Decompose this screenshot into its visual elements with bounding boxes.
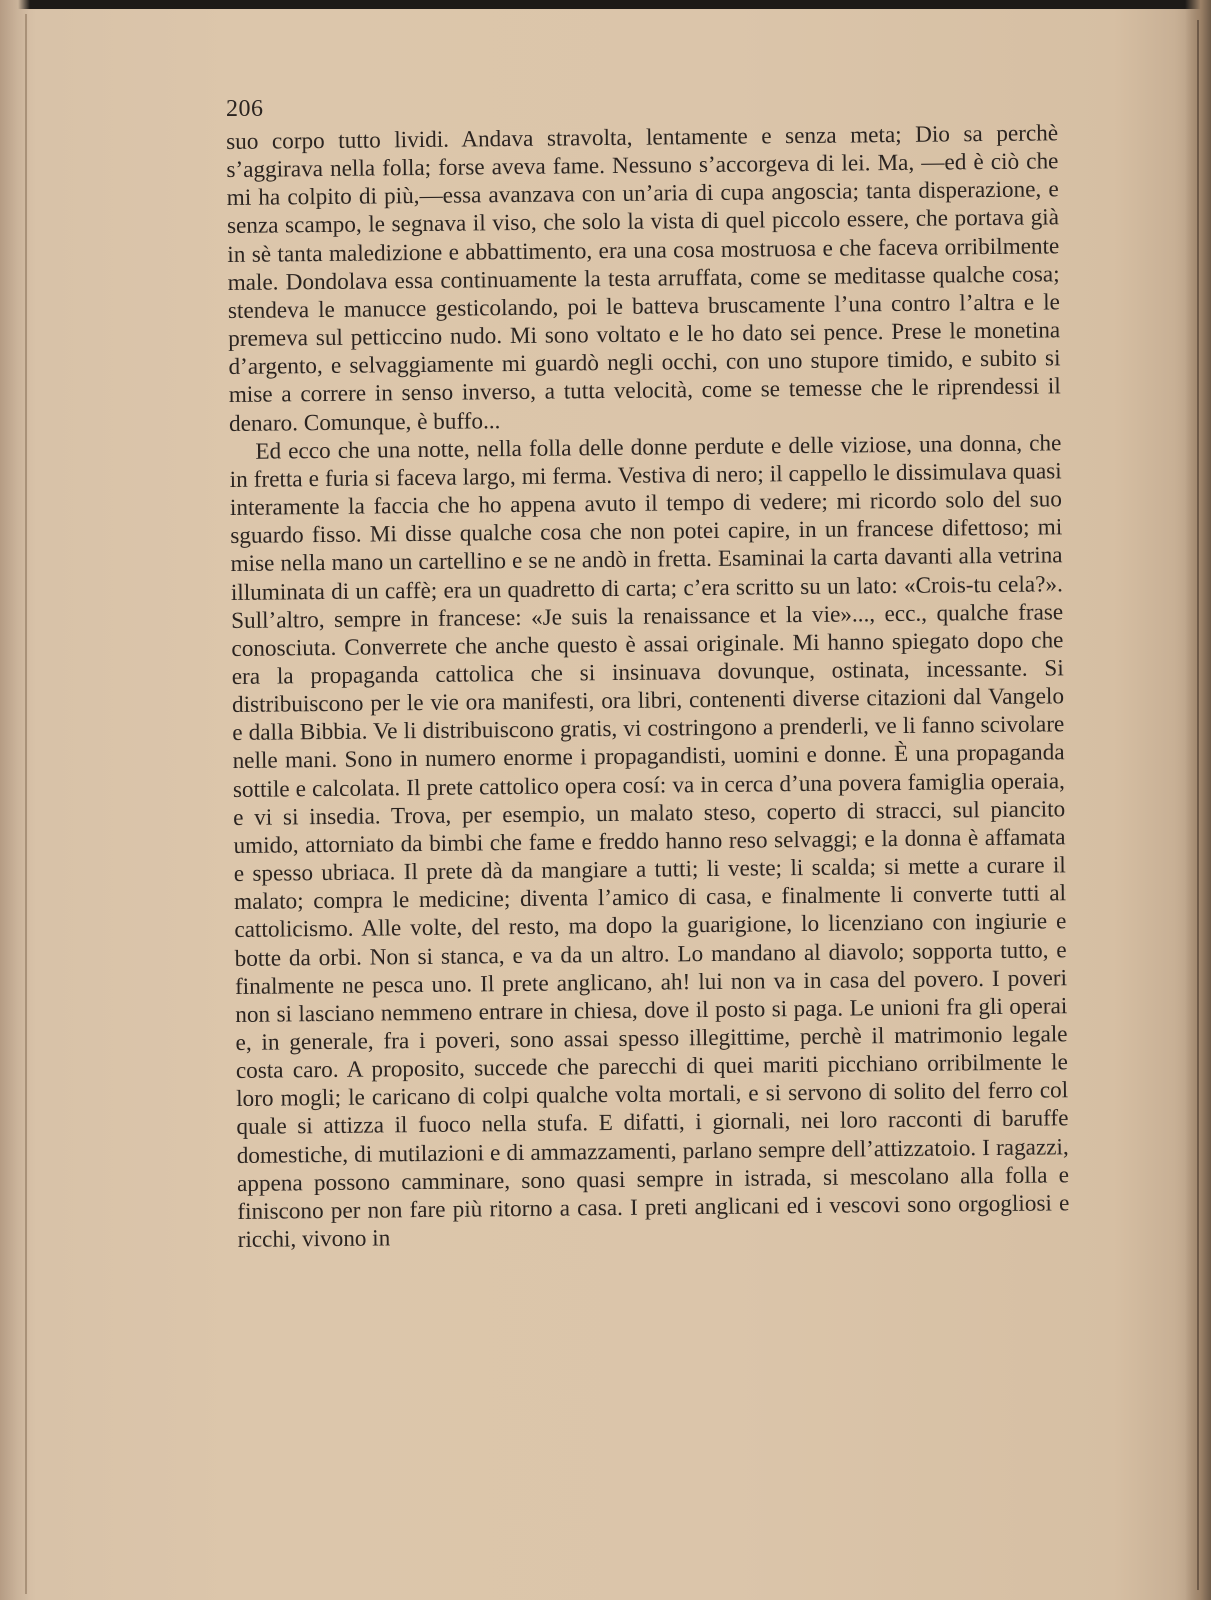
paragraph: Ed ecco che una notte, nella folla delle donne perdute e delle viziose, una donna, che in fretta e furia si faceva largo, mi ferma. Vestiva di nero; il cappello le dissimulava quasi interamente la faccia che ho appena avuto il tempo di vedere; mi ricordo solo del suo sguardo fisso. Mi disse qualche cosa che non potei capire, in un francese difettoso; mi mise nella mano un cartellino e se ne andò in fretta. Esaminai la carta davanti alla vetrina illuminata di un caffè; era un quadretto di carta; c’era scritto su un lato: «Crois-tu cela?». Sull’altro, sempre in francese: «Je suis la renaissance et la vie»..., ecc., qualche frase conosciuta. Converrete che anche questo è assai originale. Mi hanno spiegato dopo che era la propaganda cattolica che si insinuava dovunque, ostinata, incessante. Si distribuiscono per le vie ora manifesti, ora libri, contenenti diverse citazioni dal Vangelo e dalla Bibbia. Ve li distribuiscono gratis, vi costringono a prenderli, ve li fanno scivolare nelle mani. Sono in numero enorme i propagandisti, uomini e donne. È una propaganda sottile e calcolata. Il prete cattolico opera cosí: va in cerca d’una povera famiglia operaia, e vi si insedia. Trova, per esempio, un malato steso, coperto di stracci, sul piancito umido, attorniato da bimbi che fame e freddo hanno reso selvaggi; e la donna è affamata e spesso ubriaca. Il prete dà da mangiare a tutti; li veste; li scalda; si mette a curare il malato; compra le medicine; diventa l’amico di casa, e finalmente li converte tutti al cattolicismo. Alle volte, del resto, ma dopo la guarigione, lo licenziano con ingiurie e botte da orbi. Non si stanca, e va da un altro. Lo mandano al diavolo; sopporta tutto, e finalmente ne pesca uno. Il prete anglicano, ah! lui non va in casa del povero. I poveri non si lasciano nemmeno entrare in chiesa, dove il posto si paga. Le unioni fra gli operai e, in generale, fra i poveri, sono assai spesso illegittime, perchè il matrimonio legale costa caro. A proposito, succede che parecchi di quei mariti picchiano orribilmente le loro mogli; le caricano di colpi qualche volta mortali, e si servono di solito del ferro col quale si attizza il fuoco nella stufa. E difatti, i giornali, nei loro racconti di baruffe domestiche, di mutilazioni e di ammazzamenti, parlano sempre dell’attizzatoio. I ragazzi, appena possono camminare, sono quasi sempre in istrada, si mescolano alla folla e finiscono per non fare più ritorno a casa. I preti anglicani ed i vescovi sono orgogliosi e ricchi, vivono in (229, 429, 1070, 1254)
page-gutter-line (25, 14, 27, 1594)
page-number: 206 (226, 96, 264, 122)
paragraph-continued: suo corpo tutto lividi. Andava stravolta, lentamente e senza meta; Dio sa perchè s’aggirava nella folla; forse aveva fame. Nessuno s’accorgeva di lei. Ma, —ed è ciò che mi ha colpito di più,—essa avanzava con un’aria di cupa angoscia; tanta disperazione, e senza scampo, le segnava il viso, che solo la vista di quel piccolo essere, che portava già in sè tanta maledizione e abbattimento, era una cosa mostruosa e che faceva orribilmente male. Dondolava essa continuamente la testa arruffata, come se meditasse qualche cosa; stendeva le manucce gesticolando, poi le batteva bruscamente l’una contro l’altra e le premeva sul petticcino nudo. Mi sono voltato e le ho dato sei pence. Prese le monetina d’argento, e selvaggiamente mi guardò negli occhi, con uno stupore timido, e subito si mise a correre in senso inverso, a tutta velocità, come se temesse che le riprendessi il denaro. Comunque, è buffo... (226, 120, 1061, 437)
scan-top-border (0, 0, 1211, 9)
body-text (226, 119, 1070, 1254)
page-edge-line (1197, 20, 1199, 1590)
